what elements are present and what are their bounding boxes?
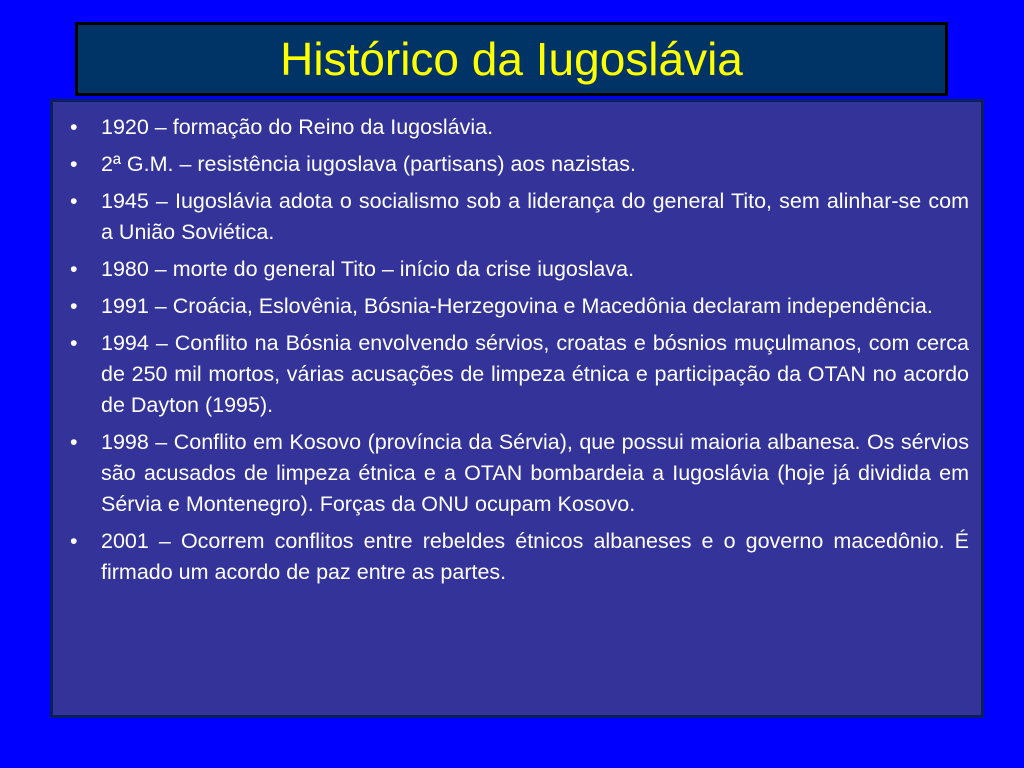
slide-title: Histórico da Iugoslávia [280,33,743,85]
title-box [75,22,948,96]
bullet-item-2001 [65,526,969,588]
bullet-item-1998 [65,427,969,520]
bullet-icon: • [70,331,78,355]
bullet-icon: • [70,257,78,281]
bullet-text: 1998 – Conflito em Kosovo (província da Sérvia), que possui maioria albanesa. Os sérvios são acusados de limpeza étnica e a OTAN bombardeia a Iugoslávia (hoje já dividida em Sérvia e Montenegro). Forças da ONU ocupam Kosovo. [101,430,969,516]
bullet-item-1991 [65,291,969,322]
bullet-icon: • [70,115,78,139]
bullet-text: 1991 – Croácia, Eslovênia, Bósnia-Herzegovina e Macedônia declaram independência. [101,294,933,318]
content-box [50,99,984,718]
bullet-icon: • [70,529,78,553]
bullet-item-2gm [65,149,969,180]
bullet-icon: • [70,152,78,176]
bullet-item-1994 [65,328,969,421]
bullet-text: 2001 – Ocorrem conflitos entre rebeldes étnicos albaneses e o governo macedônio. É firmado um acordo de paz entre as partes. [101,529,969,584]
bullet-icon: • [70,294,78,318]
bullet-text: 1920 – formação do Reino da Iugoslávia. [101,115,494,139]
bullet-text: 1980 – morte do general Tito – início da crise iugoslava. [101,257,635,281]
bullet-text: 2ª G.M. – resistência iugoslava (partisans) aos nazistas. [101,152,636,176]
bullet-text: 1994 – Conflito na Bósnia envolvendo sérvios, croatas e bósnios muçulmanos, com cerca de 250 mil mortos, várias acusações de limpeza étnica e participação da OTAN no acordo de Dayton (1995). [101,331,969,417]
bullet-item-1980 [65,254,969,285]
bullet-item-1945 [65,186,969,248]
bullet-item-1920 [65,112,969,143]
bullet-text: 1945 – Iugoslávia adota o socialismo sob a liderança do general Tito, sem alinhar-se com a União Soviética. [101,189,969,244]
bullet-list [65,112,969,588]
bullet-icon: • [70,189,78,213]
bullet-icon: • [70,430,78,454]
